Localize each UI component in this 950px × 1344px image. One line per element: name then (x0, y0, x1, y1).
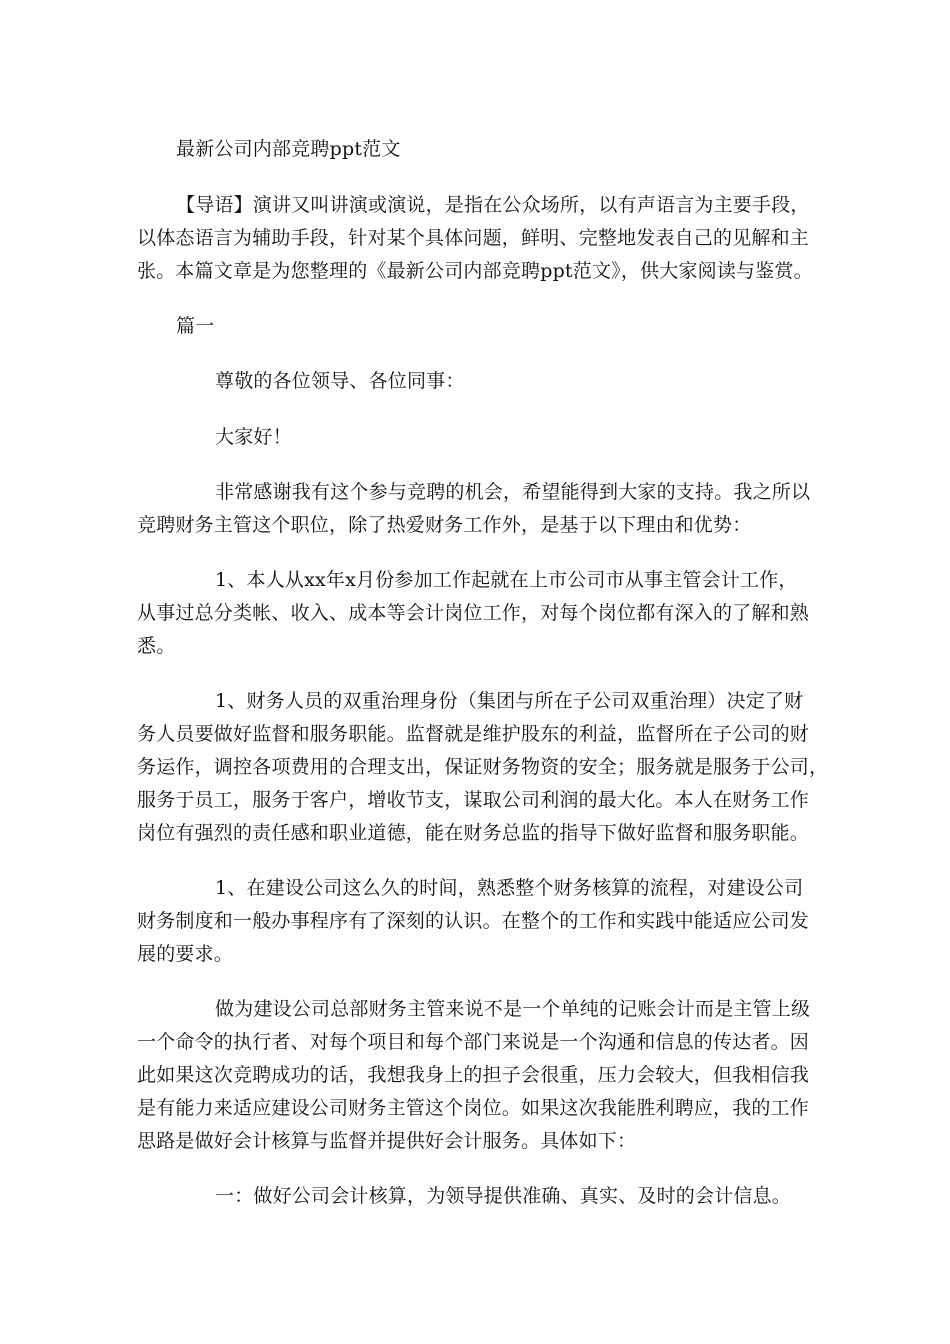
para4-line-3: 展的要求。 (137, 943, 234, 965)
para2-line-3: 悉。 (137, 635, 176, 657)
para5-line-1: 做为建设公司总部财务主管来说不是一个单纯的记账会计而是主管上级 (215, 998, 811, 1020)
para3-line-4: 服务于员工，服务于客户，增收节支，谋取公司利润的最大化。本人在财务工作 (137, 789, 810, 811)
para3-line-2: 务人员要做好监督和服务职能。监督就是维护股东的利益，监督所在子公司的财 (137, 723, 810, 745)
para3-line-3: 务运作，调控各项费用的合理支出，保证财务物资的安全；服务就是服务于公司， (137, 756, 829, 778)
intro-line-2: 以体态语言为辅助手段，针对某个具体问题，鲜明、完整地发表自己的见解和主 (137, 227, 810, 249)
para2-line-2: 从事过总分类帐、收入、成本等会计岗位工作，对每个岗位都有深入的了解和熟 (137, 602, 810, 624)
para5-line-2: 一个命令的执行者、对每个项目和每个部门来说是一个沟通和信息的传达者。因 (137, 1031, 810, 1053)
para3-line-1: 1、财务人员的双重治理身份（集团与所在子公司双重治理）决定了财 (215, 690, 804, 712)
para4-line-1: 1、在建设公司这么久的时间，熟悉整个财务核算的流程，对建设公司 (215, 877, 804, 899)
para1-line-1: 非常感谢我有这个参与竞聘的机会，希望能得到大家的支持。我之所以 (215, 481, 811, 503)
intro-line-1: 【导语】演讲又叫讲演或演说，是指在公众场所，以有声语言为主要手段， (176, 194, 810, 216)
para1-line-2: 竞聘财务主管这个职位，除了热爱财务工作外，是基于以下理由和优势： (137, 514, 752, 536)
para6-line-1: 一：做好公司会计核算，为领导提供准确、真实、及时的会计信息。 (215, 1185, 792, 1207)
para5-line-4: 是有能力来适应建设公司财务主管这个岗位。如果这次我能胜利聘应，我的工作 (137, 1097, 810, 1119)
para4-line-2: 财务制度和一般办事程序有了深刻的认识。在整个的工作和实践中能适应公司发 (137, 910, 810, 932)
para5-line-5: 思路是做好会计核算与监督并提供好会计服务。具体如下： (137, 1130, 637, 1152)
para2-line-1: 1、本人从xx年x月份参加工作起就在上市公司市从事主管会计工作， (215, 569, 798, 591)
para3-line-5: 岗位有强烈的责任感和职业道德，能在财务总监的指导下做好监督和服务职能。 (137, 822, 810, 844)
document-title: 最新公司内部竞聘ppt范文 (176, 138, 401, 160)
greeting: 大家好！ (215, 426, 292, 448)
intro-line-3: 张。本篇文章是为您整理的《最新公司内部竞聘ppt范文》，供大家阅读与鉴赏。 (137, 260, 813, 282)
salutation: 尊敬的各位领导、各位同事： (215, 370, 465, 392)
para5-line-3: 此如果这次竞聘成功的话，我想我身上的担子会很重，压力会较大，但我相信我 (137, 1064, 810, 1086)
section-heading: 篇一 (176, 315, 215, 337)
